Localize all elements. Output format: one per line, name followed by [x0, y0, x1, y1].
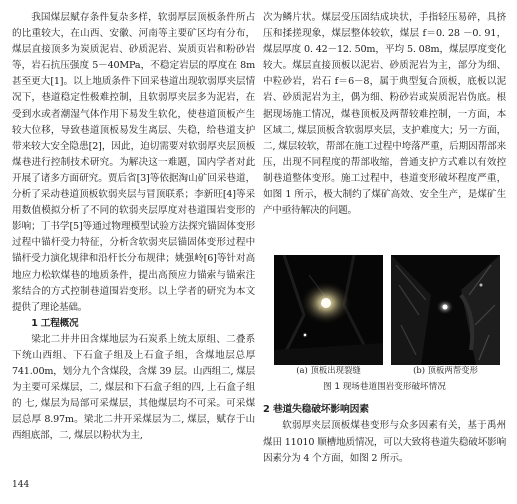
figure-1b-subcaption: (b) 顶板两帮变形 [413, 365, 478, 375]
figure-1a-subcaption: (a) 顶板出现裂缝 [296, 365, 361, 375]
continuation-paragraph: 次为鳞片状。煤层受压固结成块状，手指轻压易碎，具挤压和揉搓现象，煤层整体较软，煤层 f＝0. 28 －0. 91，煤层厚度 0. 42－12. 50m，平均 5. 08m，煤层厚度变化较大。煤层直接顶板以泥岩、砂质泥岩为主，部分为细、中粒砂岩，岩石 f＝6－8，属于典型复合顶板，底板以泥岩、砂质泥岩为主，偶为细、粉砂岩或炭质泥岩伪底。根据现场施工情况，煤巷顶板及两帮较难控制，一方面，本区域二, 煤层顶板含软弱厚夹层，支护难度大；另一方面，二, 煤层较软，帮部在施工过程中垮落严重，后期因帮部来压，出现不同程度的帮部收缩，普通支护方式难以有效控制巷道整体变形。施工过程中，巷道变形破坏程度严重，如图 1 所示，极大制约了煤矿高效、安全生产，是煤矿生产中亟待解决的问题。 [263, 12, 506, 217]
right-column-lower [263, 402, 506, 467]
left-column [12, 10, 255, 445]
roof-crack-photo [274, 255, 383, 365]
section-2-paragraph: 软弱厚夹层顶板煤巷变形与众多因素有关，基于禹州煤田 11010 顺槽地质情况，可以大致将巷道失稳破坏影响因素分为 4 个方面，如图 2 所示。 [263, 420, 506, 464]
section-1-paragraph: 梁北二井井田含煤地层为石炭系上统太原组、二叠系下统山西组、下石盒子组及上石盒子组，含煤地层总厚 741.00m，划分九个含煤段，含煤 39 层。山西组二, 煤层为主要可采煤层，二, 煤层和下石盒子组的四, 上石盒子组的 七, 煤层为局部可采煤层，其他煤层均不可采。可采煤层总厚 8.97m。梁北二井开采煤层为二, 煤层，赋存于山西组底部，二, 煤层以粉状为主, [12, 333, 255, 442]
roof-crack-photo-image [274, 255, 383, 365]
intro-paragraph: 我国煤层赋存条件复杂多样，软弱厚层顶板条件所占的比重较大，在山西、安徽、河南等主要矿区均有分布，煤层直接顶多为炭质泥岩、砂质泥岩、炭质页岩和粉砂岩等，岩石抗压强度 5－40MPa，不稳定岩层的厚度在 8m 甚至更大[1]。以上地质条件下回采巷道出现软弱厚夹层情况下，巷道稳定性极难控制，且软弱厚夹层多为泥岩，在受到水或者潮湿气体作用下易发生软化，使巷道顶板产生较大位移，导致巷道顶板易发生离层、失稳，给巷道支护带来较大安全隐患[2]，因此，迫切需要对软弱厚夹层顶板煤巷进行控制技术研究。为解决这一难题，国内学者对此开展了诸多方面研究。贾后省[3]等依据淘山矿回采巷道，分析了采动巷道顶板软弱夹层与冒顶联系；李新旺[4]等采用数值模拟分析了不同的软弱夹层厚度对巷道围岩变形的影响；丁书学[5]等通过物理模型试验方法探究锚固体变形过程中锚杆受力特征，分析含软弱夹层锚固体变形过程中锚杆受力演化规律和沿杆长分布规律；姚强岭[6]等针对高地应力松软煤巷的地质条件，提出高预应力锚索与锚索注浆结合的方式控制巷道围岩变形。以上学者的研究为本文提供了理论基础。 [12, 12, 255, 313]
section-1-heading: 1 工程概况 [31, 317, 79, 329]
wall-deformation-photo [391, 255, 500, 365]
section-2-heading: 2 巷道失稳破坏影响因素 [263, 404, 369, 415]
right-column [263, 10, 506, 219]
figure-1-photos [274, 255, 500, 365]
figure-1-caption: 图 1 现场巷道围岩变形破坏情况 [323, 382, 446, 392]
wall-deformation-photo-image [391, 255, 500, 365]
page-number: 144 [12, 480, 30, 490]
